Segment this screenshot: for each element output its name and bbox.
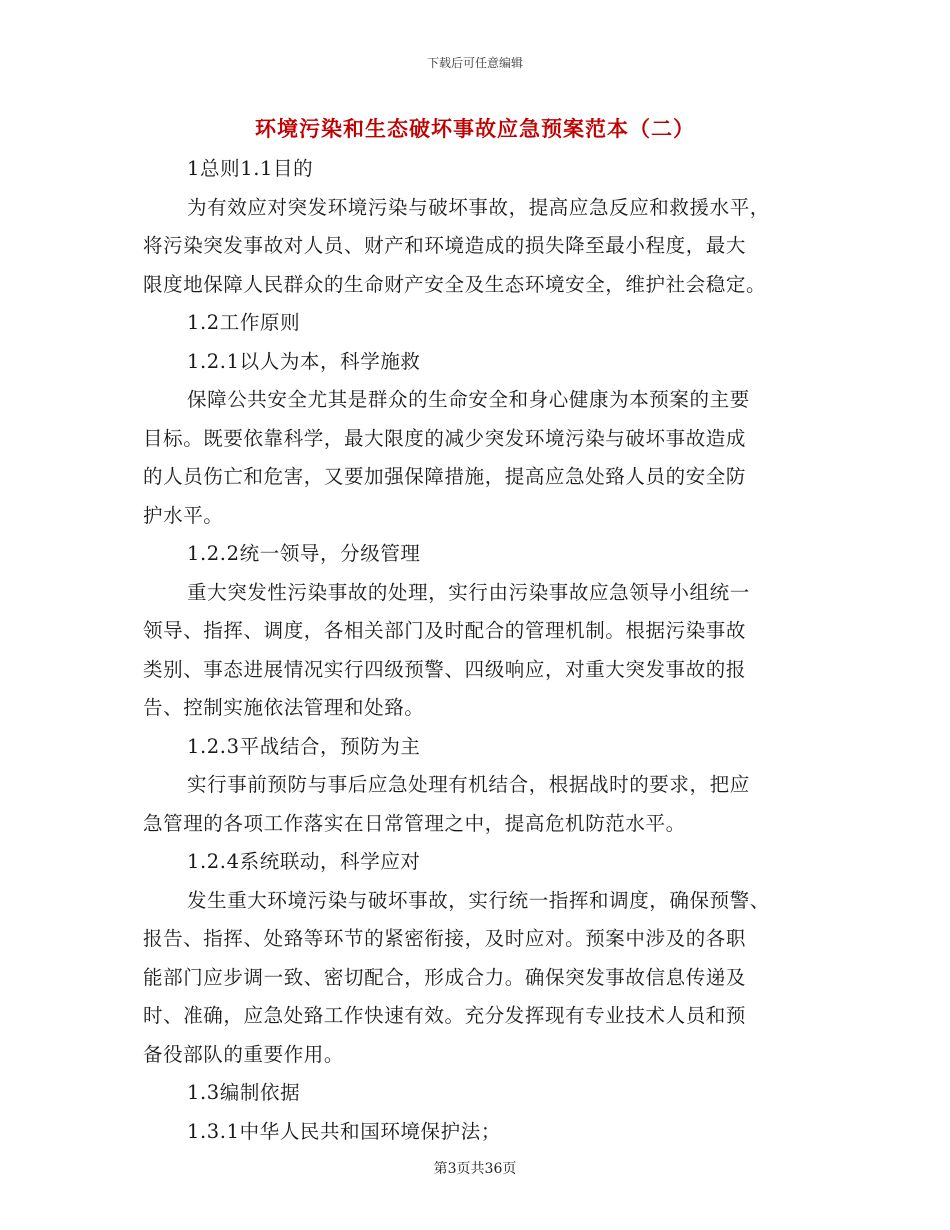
paragraph-line: 报告、指挥、处臵等环节的紧密衔接，及时应对。预案中涉及的各职 (143, 927, 747, 950)
section-heading: 1.3编制依据 (187, 1081, 301, 1104)
paragraph-line: 为有效应对突发环境污染与破坏事故，提高应急反应和救援水平， (187, 195, 770, 219)
page-header: 下载后可任意编辑 (426, 56, 523, 70)
paragraph-line: 重大突发性污染事故的处理，实行由污染事故应急领导小组统一 (187, 580, 750, 604)
paragraph-line: 护水平。 (143, 503, 224, 527)
paragraph-line: 的人员伤亡和危害，又要加强保障措施，提高应急处臵人员的安全防 (143, 465, 747, 488)
page-footer: 第3页共36页 (433, 1161, 517, 1177)
paragraph-line: 备役部队的重要作用。 (143, 1042, 345, 1066)
paragraph-line: 急管理的各项工作落实在日常管理之中，提高危机防范水平。 (143, 811, 686, 835)
paragraph-line: 能部门应步调一致、密切配合，形成合力。确保突发事故信息传递及 (143, 965, 747, 989)
section-heading: 1总则1.1目的 (187, 157, 314, 180)
section-heading: 1.2.1以人为本，科学施救 (187, 349, 421, 373)
paragraph-line: 时、准确，应急处臵工作快速有效。充分发挥现有专业技术人员和预 (143, 1004, 747, 1027)
paragraph-line: 保障公共安全尤其是群众的生命安全和身心健康为本预案的主要 (187, 388, 750, 411)
section-heading: 1.2.3平战结合，预防为主 (187, 734, 421, 758)
paragraph-line: 目标。既要依靠科学，最大限度的减少突发环境污染与破坏事故造成 (143, 426, 747, 450)
section-heading: 1.3.1中华人民共和国环境保护法； (187, 1119, 501, 1143)
section-heading: 1.2.2统一领导，分级管理 (187, 542, 421, 565)
section-heading: 1.2工作原则 (187, 311, 301, 334)
paragraph-line: 实行事前预防与事后应急处理有机结合，根据战时的要求，把应 (187, 773, 750, 796)
section-heading: 1.2.4系统联动，科学应对 (187, 850, 421, 873)
paragraph-line: 发生重大环境污染与破坏事故，实行统一指挥和调度，确保预警、 (187, 888, 770, 912)
paragraph-line: 限度地保障人民群众的生命财产安全及生态环境安全，维护社会稳定。 (143, 272, 767, 296)
paragraph-line: 领导、指挥、调度，各相关部门及时配合的管理机制。根据污染事故 (143, 619, 747, 642)
document-body (143, 150, 811, 1151)
paragraph-line: 将污染突发事故对人员、财产和环境造成的损失降至最小程度，最大 (143, 234, 747, 257)
paragraph-line: 告、控制实施依法管理和处臵。 (143, 696, 425, 719)
document-title: 环境污染和生态破坏事故应急预案范本（二） (255, 116, 695, 141)
paragraph-line: 类别、事态进展情况实行四级预警、四级响应，对重大突发事故的报 (143, 657, 747, 681)
